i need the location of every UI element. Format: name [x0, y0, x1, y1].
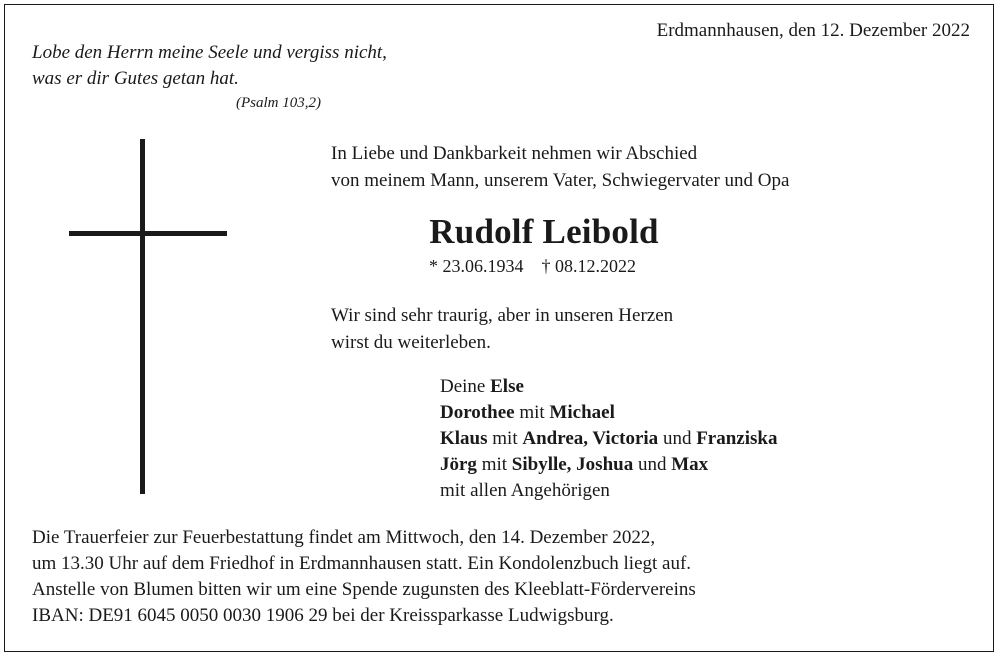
family-connector: mit — [487, 428, 523, 449]
family-member-name: Andrea, Victoria — [522, 428, 659, 449]
family-connector: und — [658, 428, 697, 449]
death-date: † 08.12.2022 — [541, 256, 636, 276]
mourning-message — [331, 302, 673, 356]
family-signatures — [440, 374, 777, 504]
family-member-name: Klaus — [440, 428, 488, 449]
family-connector: mit — [476, 454, 512, 475]
family-row-child-1 — [440, 400, 777, 426]
family-connector: mit — [514, 402, 550, 423]
message-line-1: Wir sind sehr traurig, aber in unseren Herzen — [331, 305, 674, 326]
family-row-child-2 — [440, 426, 777, 452]
verse-reference: (Psalm 103,2) — [236, 95, 321, 111]
family-member-name: Jörg — [440, 454, 477, 475]
notice-date: Erdmannhausen, den 12. Dezember 2022 — [656, 20, 970, 41]
bible-verse — [32, 40, 387, 92]
family-member-name: Max — [671, 454, 709, 475]
life-dates — [429, 256, 636, 277]
message-line-2: wirst du weiterleben. — [331, 332, 491, 353]
footer-line-2: um 13.30 Uhr auf dem Friedhof in Erdmannhausen statt. Ein Kondolenzbuch liegt auf. — [32, 553, 692, 574]
footer-line-4: IBAN: DE91 6045 0050 0030 1906 29 bei der Kreissparkasse Ludwigsburg. — [32, 605, 614, 626]
family-prefix: Deine — [440, 376, 491, 397]
cross-vertical-beam — [140, 139, 145, 494]
family-connector: und — [633, 454, 672, 475]
family-member-name: Sibylle, Joshua — [511, 454, 634, 475]
family-member-name: Michael — [549, 402, 615, 423]
intro-line-2: von meinem Mann, unserem Vater, Schwiegervater und Opa — [331, 170, 790, 191]
family-row-spouse — [440, 374, 777, 400]
family-member-name: Dorothee — [440, 402, 515, 423]
family-member-name: Else — [490, 376, 524, 397]
farewell-intro — [331, 140, 789, 194]
family-row-child-3 — [440, 452, 777, 478]
footer-line-1: Die Trauerfeier zur Feuerbestattung findet am Mittwoch, den 14. Dezember 2022, — [32, 527, 656, 548]
family-row-relatives: mit allen Angehörigen — [440, 480, 610, 501]
family-member-name: Franziska — [696, 428, 778, 449]
birth-date: * 23.06.1934 — [429, 256, 524, 276]
deceased-name: Rudolf Leibold — [429, 212, 659, 251]
intro-line-1: In Liebe und Dankbarkeit nehmen wir Abschied — [331, 143, 698, 164]
verse-line-2: was er dir Gutes getan hat. — [32, 68, 239, 89]
verse-line-1: Lobe den Herrn meine Seele und vergiss nicht, — [32, 42, 387, 63]
footer-line-3: Anstelle von Blumen bitten wir um eine Spende zugunsten des Kleeblatt-Fördervereins — [32, 579, 696, 600]
funeral-details — [32, 525, 696, 629]
